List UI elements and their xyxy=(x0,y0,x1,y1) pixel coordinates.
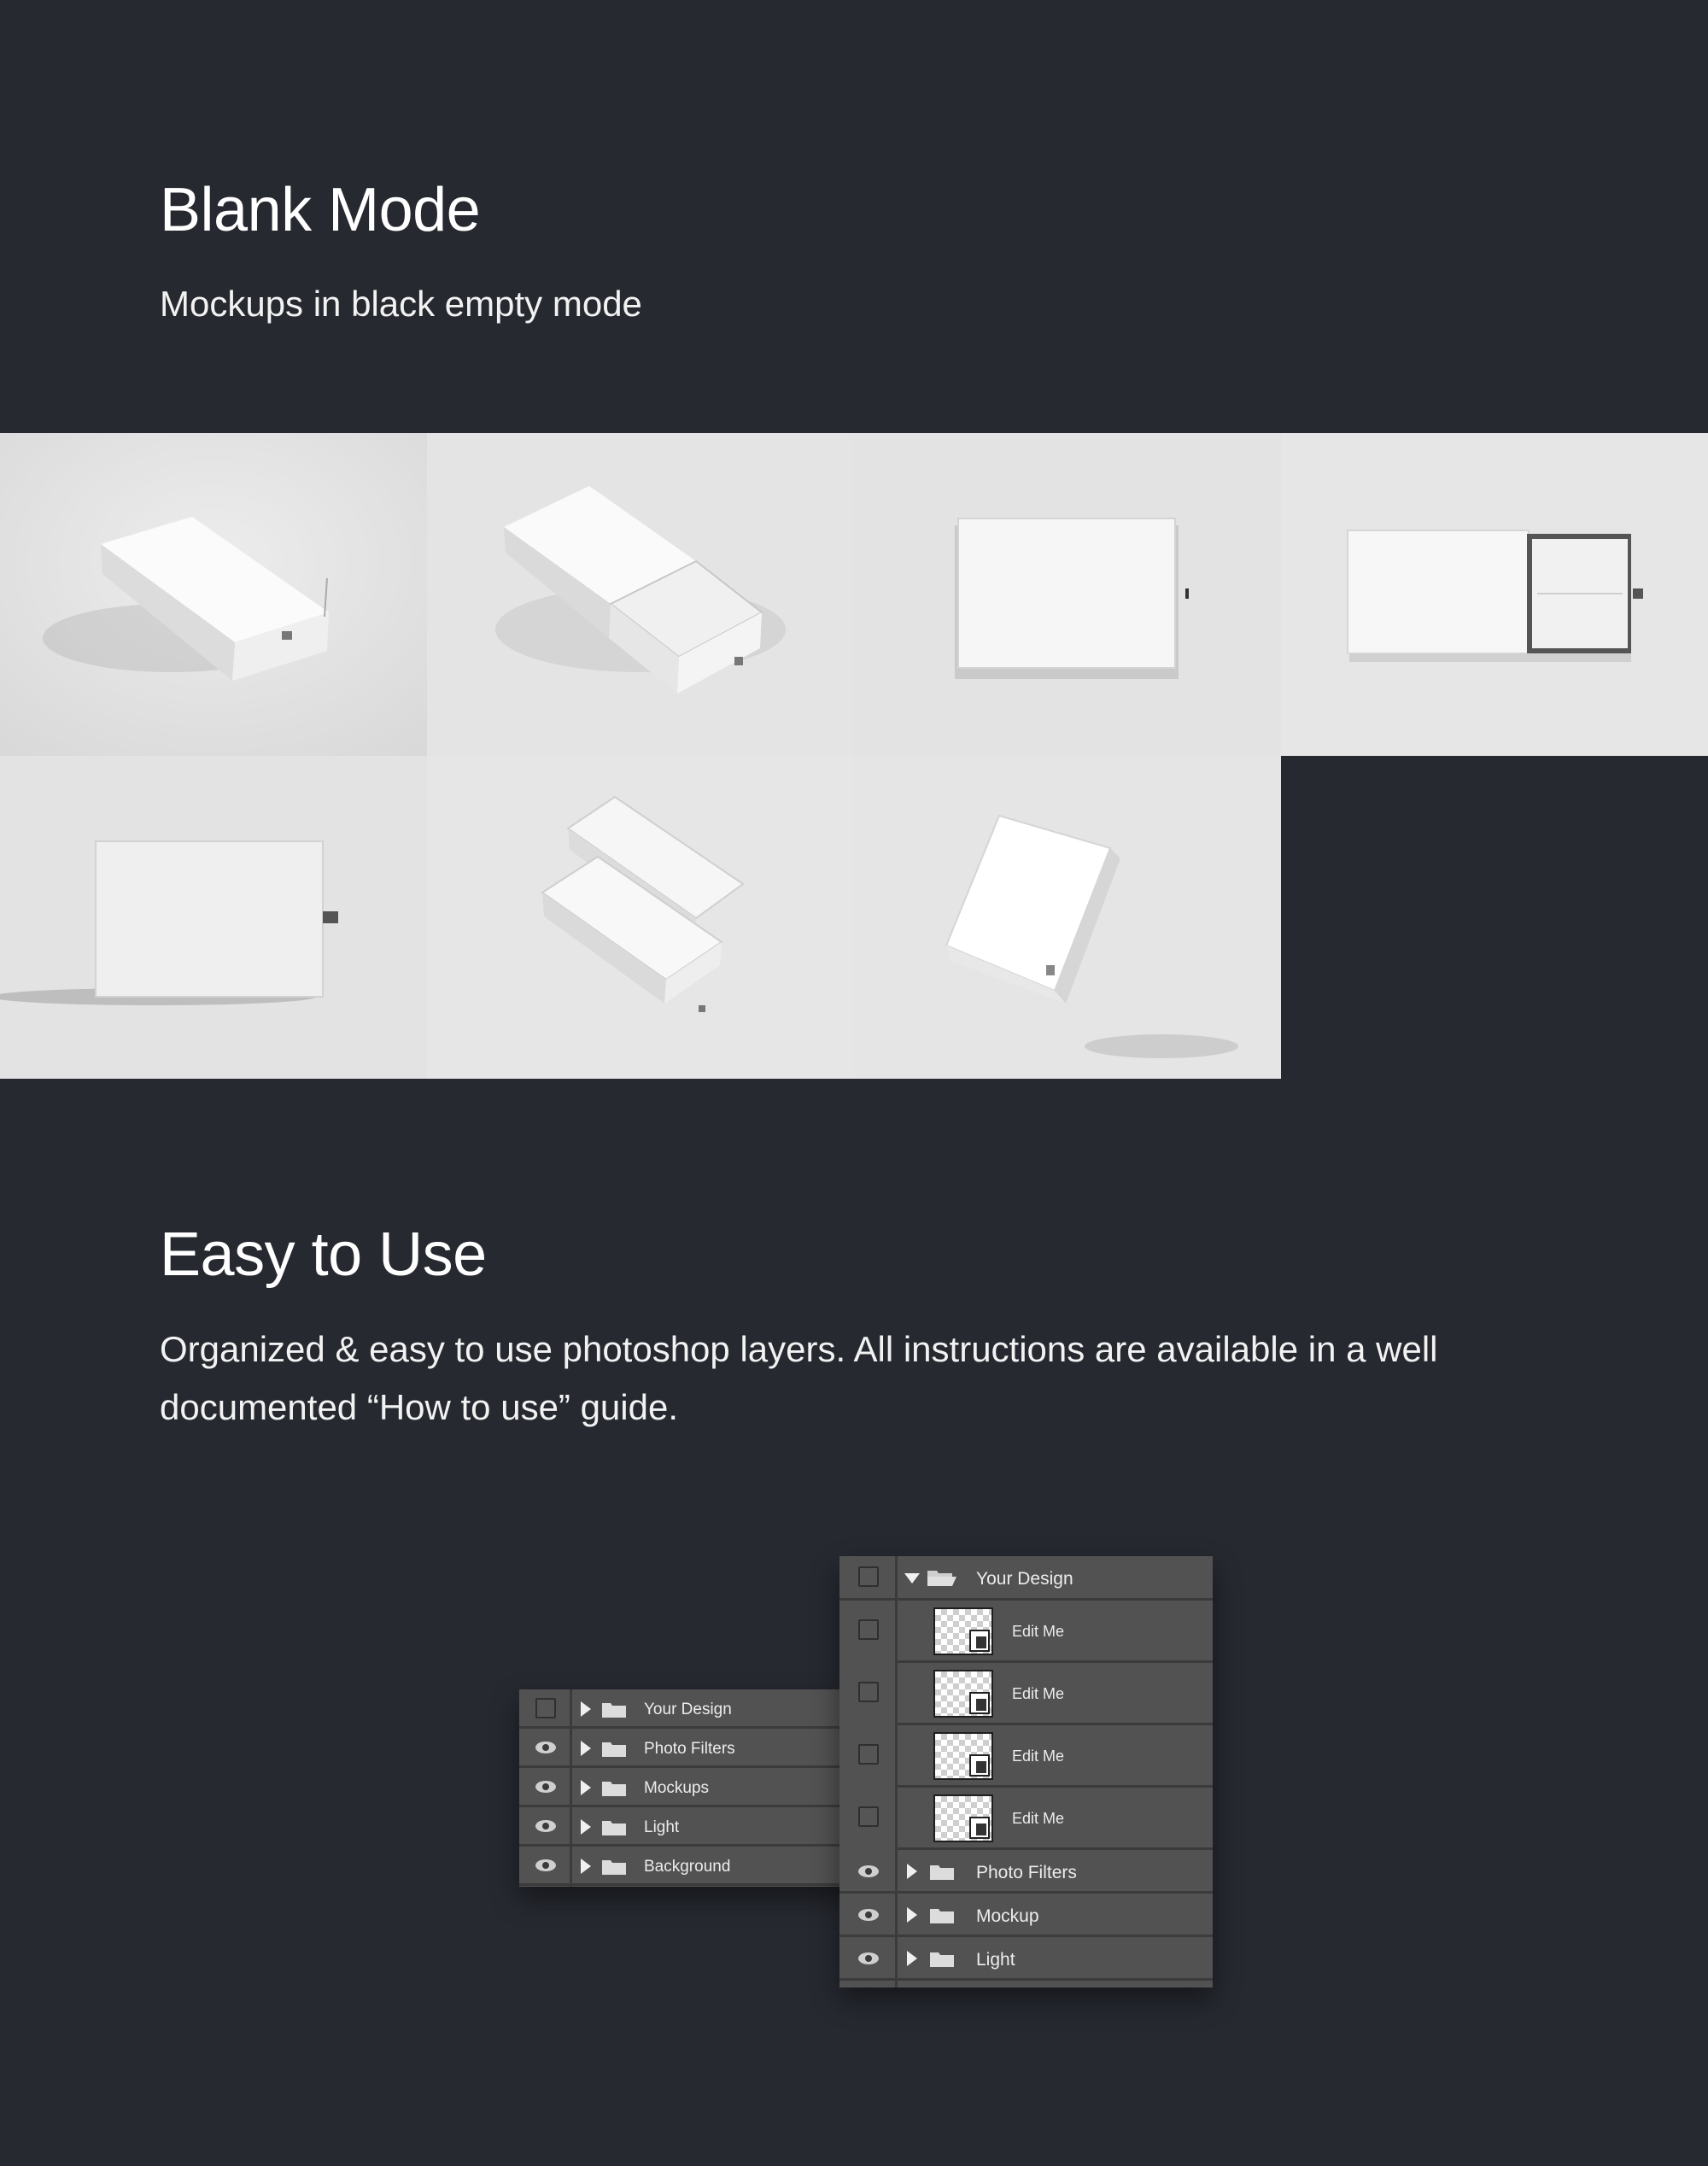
layer-row[interactable] xyxy=(839,1850,1213,1894)
layer-label: Photo Filters xyxy=(644,1740,735,1758)
layer-row[interactable] xyxy=(519,1847,863,1886)
layer-label: Edit Me xyxy=(1012,1747,1065,1765)
layers-panel-large xyxy=(839,1556,1213,1987)
smart-object-layer-row[interactable] xyxy=(898,1601,1213,1663)
mockup-tile-box-front-flat xyxy=(0,756,427,1079)
mockup-tile-box-top-closed xyxy=(854,433,1281,756)
layer-label: Your Design xyxy=(644,1701,732,1718)
layer-group-row[interactable] xyxy=(839,1556,1213,1601)
layers-panel-small xyxy=(519,1689,863,1887)
folder-icon xyxy=(929,1905,955,1924)
layer-row[interactable] xyxy=(519,1768,863,1807)
expand-arrow-icon[interactable] xyxy=(581,1819,591,1835)
eye-icon[interactable] xyxy=(857,1952,880,1965)
folder-icon xyxy=(601,1818,627,1836)
layer-label: Edit Me xyxy=(1012,1623,1065,1640)
smart-object-layer-row[interactable] xyxy=(898,1788,1213,1850)
layer-thumbnail[interactable] xyxy=(933,1607,993,1655)
layer-label: Light xyxy=(976,1950,1015,1970)
open-folder-icon xyxy=(927,1568,957,1587)
mockup-tile-box-top-open xyxy=(1281,433,1708,756)
layer-label: Light xyxy=(644,1818,680,1836)
layer-label: Photo Filters xyxy=(976,1863,1077,1882)
layer-label: Background xyxy=(644,1858,731,1876)
visibility-checkbox[interactable] xyxy=(535,1698,556,1718)
eye-icon[interactable] xyxy=(535,1819,557,1833)
folder-icon xyxy=(601,1700,627,1718)
folder-icon xyxy=(601,1778,627,1797)
expand-arrow-icon[interactable] xyxy=(581,1780,591,1795)
layer-thumbnail[interactable] xyxy=(933,1732,993,1780)
smart-object-layer-row[interactable] xyxy=(898,1663,1213,1725)
layer-row[interactable] xyxy=(839,1937,1213,1981)
folder-icon xyxy=(929,1862,955,1881)
eye-icon[interactable] xyxy=(857,1865,880,1878)
layer-label: Mockups xyxy=(644,1779,710,1797)
expand-arrow-icon[interactable] xyxy=(907,1864,917,1879)
collapse-arrow-icon[interactable] xyxy=(904,1573,920,1584)
folder-icon xyxy=(929,1949,955,1968)
mockup-tile-box-drawer-partly-open xyxy=(427,433,854,756)
layer-label: Your Design xyxy=(976,1569,1073,1589)
expand-arrow-icon[interactable] xyxy=(907,1951,917,1966)
visibility-checkbox[interactable] xyxy=(858,1806,879,1827)
easy-to-use-description: Organized & easy to use photoshop layers. All instructions are available in a well documented “How to use” guide. xyxy=(160,1329,1438,1427)
eye-icon[interactable] xyxy=(535,1780,557,1794)
expand-arrow-icon[interactable] xyxy=(581,1741,591,1756)
layer-row[interactable] xyxy=(519,1807,863,1847)
visibility-checkbox[interactable] xyxy=(858,1682,879,1702)
smart-object-layer-row[interactable] xyxy=(898,1725,1213,1788)
folder-icon xyxy=(601,1857,627,1876)
folder-icon xyxy=(601,1739,627,1758)
expand-arrow-icon[interactable] xyxy=(581,1859,591,1874)
expand-arrow-icon[interactable] xyxy=(581,1701,591,1717)
smart-object-icon xyxy=(969,1692,990,1714)
visibility-checkbox[interactable] xyxy=(858,1619,879,1640)
smart-object-icon xyxy=(969,1754,990,1777)
visibility-checkbox[interactable] xyxy=(858,1566,879,1587)
layer-label: Edit Me xyxy=(1012,1810,1065,1827)
eye-icon[interactable] xyxy=(535,1859,557,1872)
mockup-tile-two-boxes-stacked xyxy=(427,756,854,1079)
layer-thumbnail[interactable] xyxy=(933,1794,993,1842)
expand-arrow-icon[interactable] xyxy=(907,1907,917,1923)
layer-row[interactable] xyxy=(519,1729,863,1768)
layer-row[interactable] xyxy=(839,1894,1213,1937)
smart-object-icon xyxy=(969,1817,990,1839)
blank-mode-subtitle: Mockups in black empty mode xyxy=(160,284,642,324)
easy-to-use-title: Easy to Use xyxy=(160,1221,487,1289)
layer-label: Edit Me xyxy=(1012,1685,1065,1702)
visibility-checkbox[interactable] xyxy=(858,1744,879,1765)
mockup-tile-box-floating xyxy=(854,756,1281,1079)
eye-icon[interactable] xyxy=(535,1741,557,1754)
layer-row[interactable] xyxy=(519,1689,863,1729)
layer-thumbnail[interactable] xyxy=(933,1670,993,1718)
eye-icon[interactable] xyxy=(857,1908,880,1922)
blank-mode-title: Blank Mode xyxy=(160,176,481,244)
mockup-tile-box-angled-closed xyxy=(0,433,427,756)
smart-object-icon xyxy=(969,1630,990,1652)
layer-label: Mockup xyxy=(976,1906,1039,1926)
